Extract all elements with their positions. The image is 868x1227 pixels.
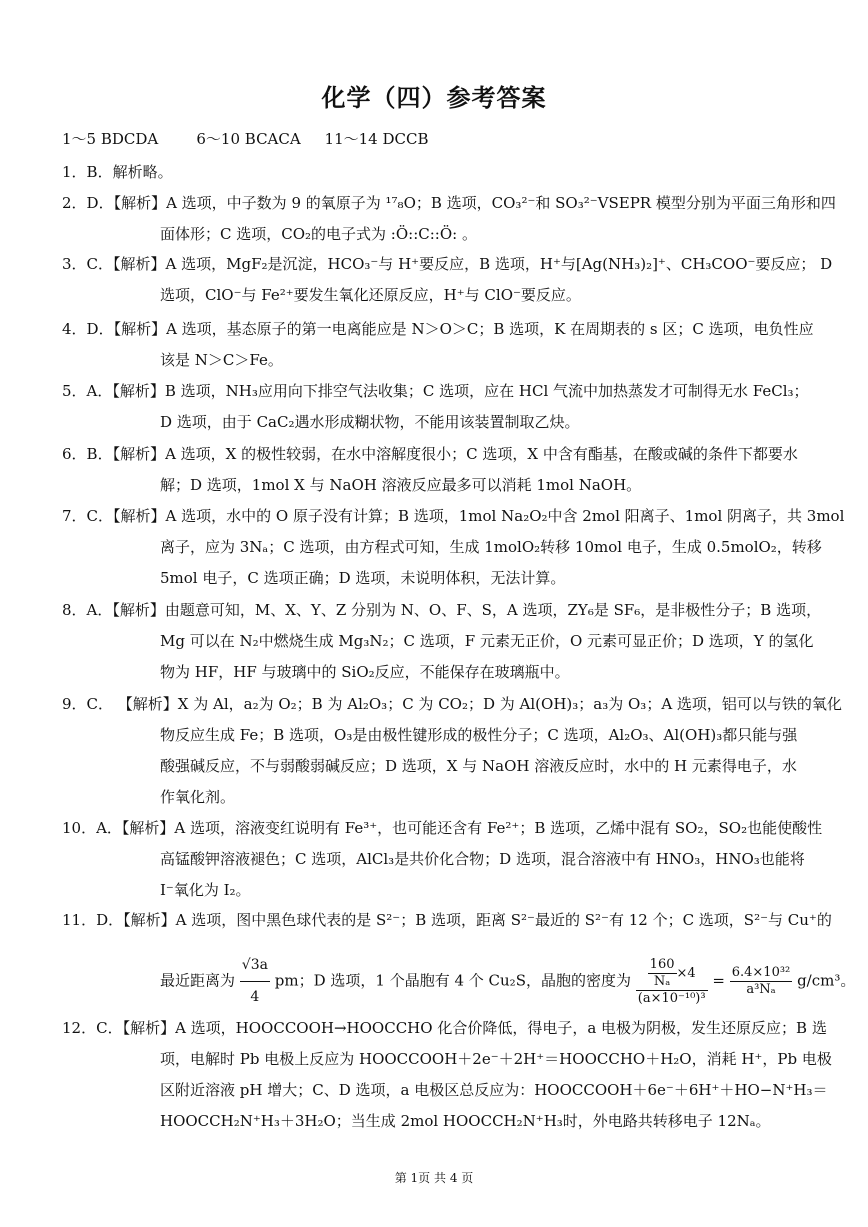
unit-text: g/cm³。 <box>797 971 856 990</box>
item-line: 离子，应为 3Nₐ；C 选项，由方程式可知，生成 1molO₂转移 10mol 电子，生成 0.5molO₂，转移 <box>160 538 822 556</box>
answer-item-5 <box>62 376 810 438</box>
item-line: A 选项，X 的极性较弱，在水中溶解度很小；C 选项，X 中含有酯基，在酸或碱的条件下都要水 <box>165 445 798 463</box>
fraction-numerator <box>636 957 708 991</box>
item-line: 5mol 电子，C 选项正确；D 选项，未说明体积，无法计算。 <box>160 569 566 587</box>
item-number: 5．A．【解析】 <box>62 382 165 400</box>
item-line: 面体形；C 选项，CO₂的电子式为 :Ö::C::Ö: 。 <box>160 225 477 243</box>
item-line-formula <box>62 950 856 1013</box>
item-line: I⁻氧化为 I₂。 <box>160 881 251 899</box>
item-line: A 选项，基态原子的第一电离能应是 N＞O＞C；B 选项，K 在周期表的 s 区；C 选项，电负性应 <box>166 320 814 338</box>
fraction-denominator: Nₐ <box>653 973 671 989</box>
item-number: 11．D．【解析】 <box>62 911 176 929</box>
fraction-numerator: √3a <box>240 950 270 982</box>
equals-sign: = <box>712 971 725 990</box>
item-line: HOOCCH₂N⁺H₃＋3H₂O；当生成 2mol HOOCCH₂N⁺H₃时，外电路共转移电子 12Nₐ。 <box>160 1112 771 1130</box>
answer-item-4 <box>62 314 814 376</box>
item-line: 高锰酸钾溶液褪色；C 选项，AlCl₃是共价化合物；D 选项，混合溶液中有 HNO₃，HNO₃也能将 <box>160 850 805 868</box>
item-line: 酸强碱反应，不与弱酸弱碱反应；D 选项，X 与 NaOH 溶液反应时，水中的 H 元素得电子，水 <box>160 757 797 775</box>
item-line: X 为 Al，a₂为 O₂；B 为 Al₂O₃；C 为 CO₂；D 为 Al(OH)₃；a₃为 O₃；A 选项，铝可以与铁的氧化 <box>177 695 842 713</box>
fraction-numerator: 6.4×10³² <box>731 965 791 980</box>
item-line: A 选项，图中黑色球代表的是 S²⁻；B 选项，距离 S²⁻最近的 S²⁻有 12 个；C 选项，S²⁻与 Cu⁺的 <box>175 911 832 929</box>
item-line: 该是 N＞C＞Fe。 <box>160 351 283 369</box>
item-number: 10．A．【解析】 <box>62 819 175 837</box>
item-number: 2．D．【解析】 <box>62 194 167 212</box>
answer-item-12 <box>62 1013 832 1137</box>
answer-item-3 <box>62 249 833 311</box>
item-number: 4．D．【解析】 <box>62 320 167 338</box>
item-line: 物为 HF，HF 与玻璃中的 SiO₂反应，不能保存在玻璃瓶中。 <box>160 663 570 681</box>
answer-item-9 <box>62 689 842 813</box>
item-line: A 选项，中子数为 9 的氧原子为 ¹⁷₈O；B 选项，CO₃²⁻和 SO₃²⁻VSEPR 模型分别为平面三角形和四 <box>166 194 836 212</box>
item-line: A 选项，溶液变红说明有 Fe³⁺，也可能还含有 Fe²⁺；B 选项，乙烯中混有 SO₂，SO₂也能使酸性 <box>174 819 823 837</box>
item-number: 7．C．【解析】 <box>62 507 166 525</box>
fraction-denominator: a³Nₐ <box>746 982 776 997</box>
item-line: D 选项，由于 CaC₂遇水形成糊状物，不能用该装置制取乙炔。 <box>160 413 580 431</box>
item-line: 1．B．解析略。 <box>62 163 173 181</box>
item-line: 项，电解时 Pb 电极上反应为 HOOCCOOH＋2e⁻＋2H⁺＝HOOCCHO＋H₂O，消耗 H⁺，Pb 电极 <box>160 1050 832 1068</box>
fraction-denominator: 4 <box>250 989 260 1005</box>
item-line: 作氧化剂。 <box>160 788 236 806</box>
formula-text: pm；D 选项，1 个晶胞有 4 个 Cu₂S，晶胞的密度为 <box>274 971 631 990</box>
item-number: 8．A．【解析】 <box>62 601 165 619</box>
item-number: 12．C．【解析】 <box>62 1019 176 1037</box>
formula-text: 最近距离为 <box>160 971 236 990</box>
answer-item-6 <box>62 439 810 501</box>
answer-summary: 1～5 BDCDA 6～10 BCACA 11～14 DCCB <box>62 130 429 148</box>
page-title: 化学（四）参考答案 <box>321 84 547 112</box>
answer-item-11 <box>62 905 856 1013</box>
answer-item-8 <box>62 595 822 688</box>
item-line: A 选项，HOOCCOOH→HOOCCHO 化合价降低，得电子，a 电极为阴极，发生还原反应；B 选 <box>175 1019 827 1037</box>
item-line: 解；D 选项，1mol X 与 NaOH 溶液反应最多可以消耗 1mol NaOH。 <box>160 476 642 494</box>
inner-fraction <box>648 957 677 990</box>
density-fraction <box>636 957 708 1007</box>
item-line: A 选项，水中的 O 原子没有计算；B 选项，1mol Na₂O₂中含 2mol 阳离子、1mol 阴离子，共 3mol <box>165 507 845 525</box>
answer-item-10 <box>62 813 823 906</box>
density-result-fraction <box>730 965 793 998</box>
item-line: B 选项，NH₃应用向下排空气法收集；C 选项，应在 HCl 气流中加热蒸发才可制得无水 FeCl₃； <box>164 382 809 400</box>
page-footer: 第 1页 共 4 页 <box>394 1171 474 1185</box>
item-line: 选项，ClO⁻与 Fe²⁺要发生氧化还原反应，H⁺与 ClO⁻要反应。 <box>160 286 581 304</box>
answer-item-1 <box>62 157 810 188</box>
multiplier: ×4 <box>676 965 696 981</box>
item-number: 3．C．【解析】 <box>62 255 166 273</box>
answer-item-2 <box>62 188 836 250</box>
item-number: 9．C． 【解析】 <box>62 695 178 713</box>
item-line: Mg 可以在 N₂中燃烧生成 Mg₃N₂；C 选项，F 元素无正价，O 元素可显正价；D 选项，Y 的氢化 <box>160 632 814 650</box>
fraction-denominator: (a×10⁻¹⁰)³ <box>637 990 706 1006</box>
distance-fraction <box>240 950 270 1013</box>
answer-item-7 <box>62 501 845 594</box>
item-number: 6．B．【解析】 <box>62 445 166 463</box>
item-line: 区附近溶液 pH 增大；C、D 选项，a 电极区总反应为：HOOCCOOH＋6e⁻＋6H⁺＋HO−N⁺H₃＝ <box>160 1081 828 1099</box>
item-line: A 选项，MgF₂是沉淀，HCO₃⁻与 H⁺要反应，B 选项，H⁺与[Ag(NH₃)₂]⁺、CH₃COO⁻要反应； D <box>165 255 833 273</box>
item-line: 由题意可知，M、X、Y、Z 分别为 N、O、F、S，A 选项，ZY₆是 SF₆，是非极性分子；B 选项， <box>164 601 822 619</box>
fraction-numerator: 160 <box>649 956 675 972</box>
item-line: 物反应生成 Fe；B 选项，O₃是由极性键形成的极性分子；C 选项，Al₂O₃、Al(OH)₃都只能与强 <box>160 726 798 744</box>
